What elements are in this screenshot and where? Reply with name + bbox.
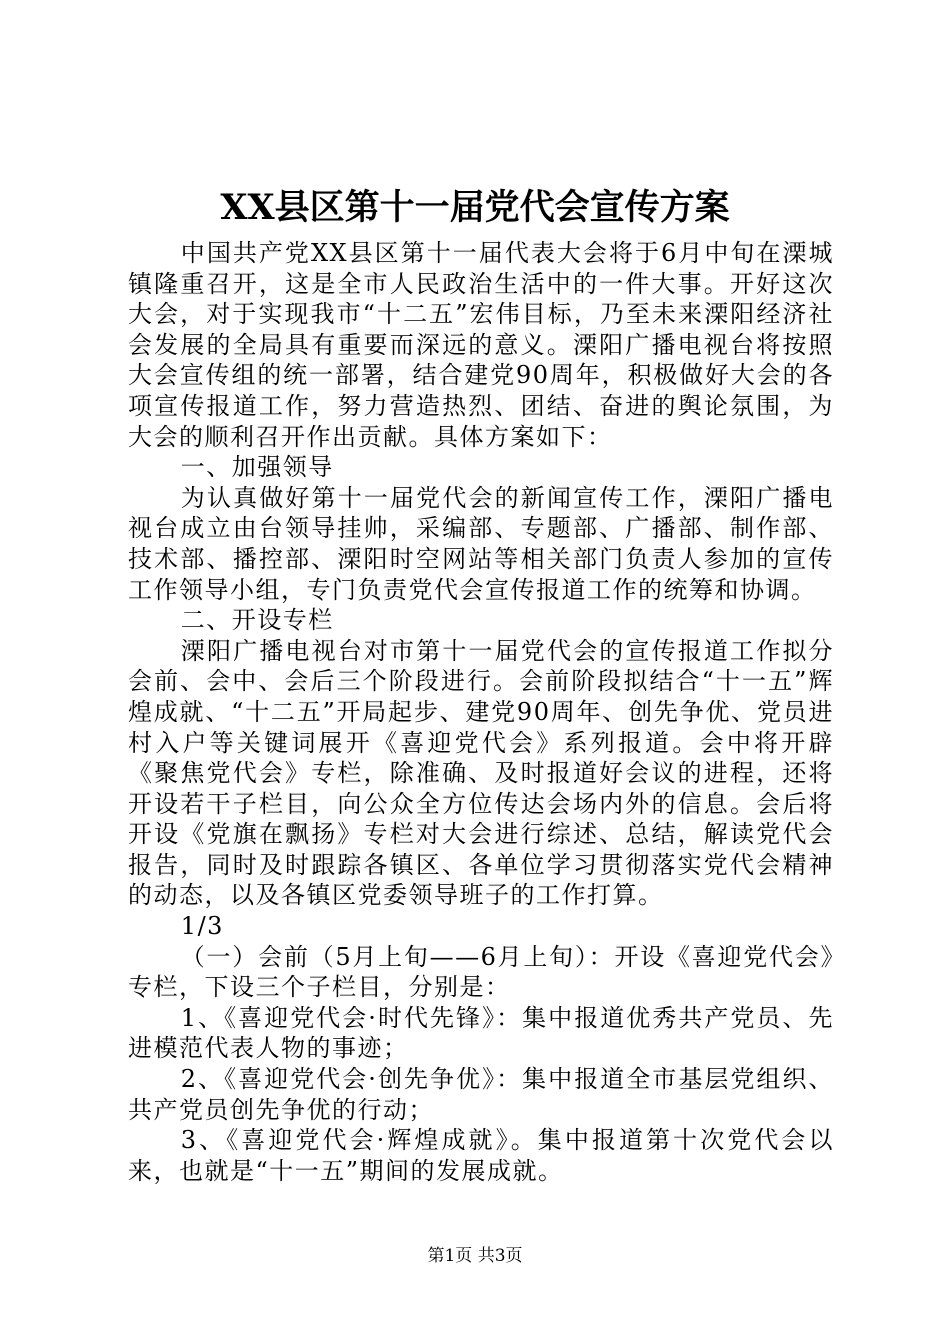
list-item-2: 2、《喜迎党代会·创先争优》：集中报道全市基层党组织、共产党员创先争优的行动；: [128, 1065, 834, 1124]
paragraph-columns: 溧阳广播电视台对市第十一届党代会的宣传报道工作拟分会前、会中、会后三个阶段进行。会前阶段拟结合“十一五”辉煌成就、“十二五”开局起步、建党90周年、创先争优、党员进村入户等关键词展开《喜迎党代会》系列报道。会中将开辟《聚焦党代会》专栏，除准确、及时报道好会议的进程，还将开设若干子栏目，向公众全方位传达会场内外的信息。会后将开设《党旗在飘扬》专栏对大会进行综述、总结，解读党代会报告，同时及时跟踪各镇区、各单位学习贯彻落实党代会精神的动态，以及各镇区党委领导班子的工作打算。: [128, 636, 834, 910]
paragraph-intro: 中国共产党XX县区第十一届代表大会将于6月中旬在溧城镇隆重召开，这是全市人民政治生活中的一件大事。开好这次大会，对于实现我市“十二五”宏伟目标，乃至未来溧阳经济社会发展的全局具有重要而深远的意义。溧阳广播电视台将按照大会宣传组的统一部署，结合建党90周年，积极做好大会的各项宣传报道工作，努力营造热烈、团结、奋进的舆论氛围，为大会的顺利召开作出贡献。具体方案如下：: [128, 239, 834, 451]
document-body: [128, 238, 834, 1186]
list-item-3: 3、《喜迎党代会·辉煌成就》。集中报道第十次党代会以来，也就是“十一五”期间的发展成就。: [128, 1126, 834, 1185]
document-title: XX县区第十一届党代会宣传方案: [220, 187, 730, 228]
section-heading-columns: 二、开设专栏: [180, 606, 334, 635]
page-marker: 1/3: [180, 912, 224, 941]
paragraph-leadership: 为认真做好第十一届党代会的新闻宣传工作，溧阳广播电视台成立由台领导挂帅，采编部、专题部、广播部、制作部、技术部、播控部、溧阳时空网站等相关部门负责人参加的宣传工作领导小组，专门负责党代会宣传报道工作的统筹和协调。: [128, 483, 834, 604]
page-footer: 第1页 共3页: [427, 1246, 523, 1266]
list-item-1: 1、《喜迎党代会·时代先锋》：集中报道优秀共产党员、先进模范代表人物的事迹；: [128, 1003, 834, 1063]
paragraph-pre-meeting: （一）会前（5月上旬——6月上旬）：开设《喜迎党代会》专栏，下设三个子栏目，分别是：: [128, 942, 834, 1002]
section-heading-leadership: 一、加强领导: [180, 453, 334, 482]
